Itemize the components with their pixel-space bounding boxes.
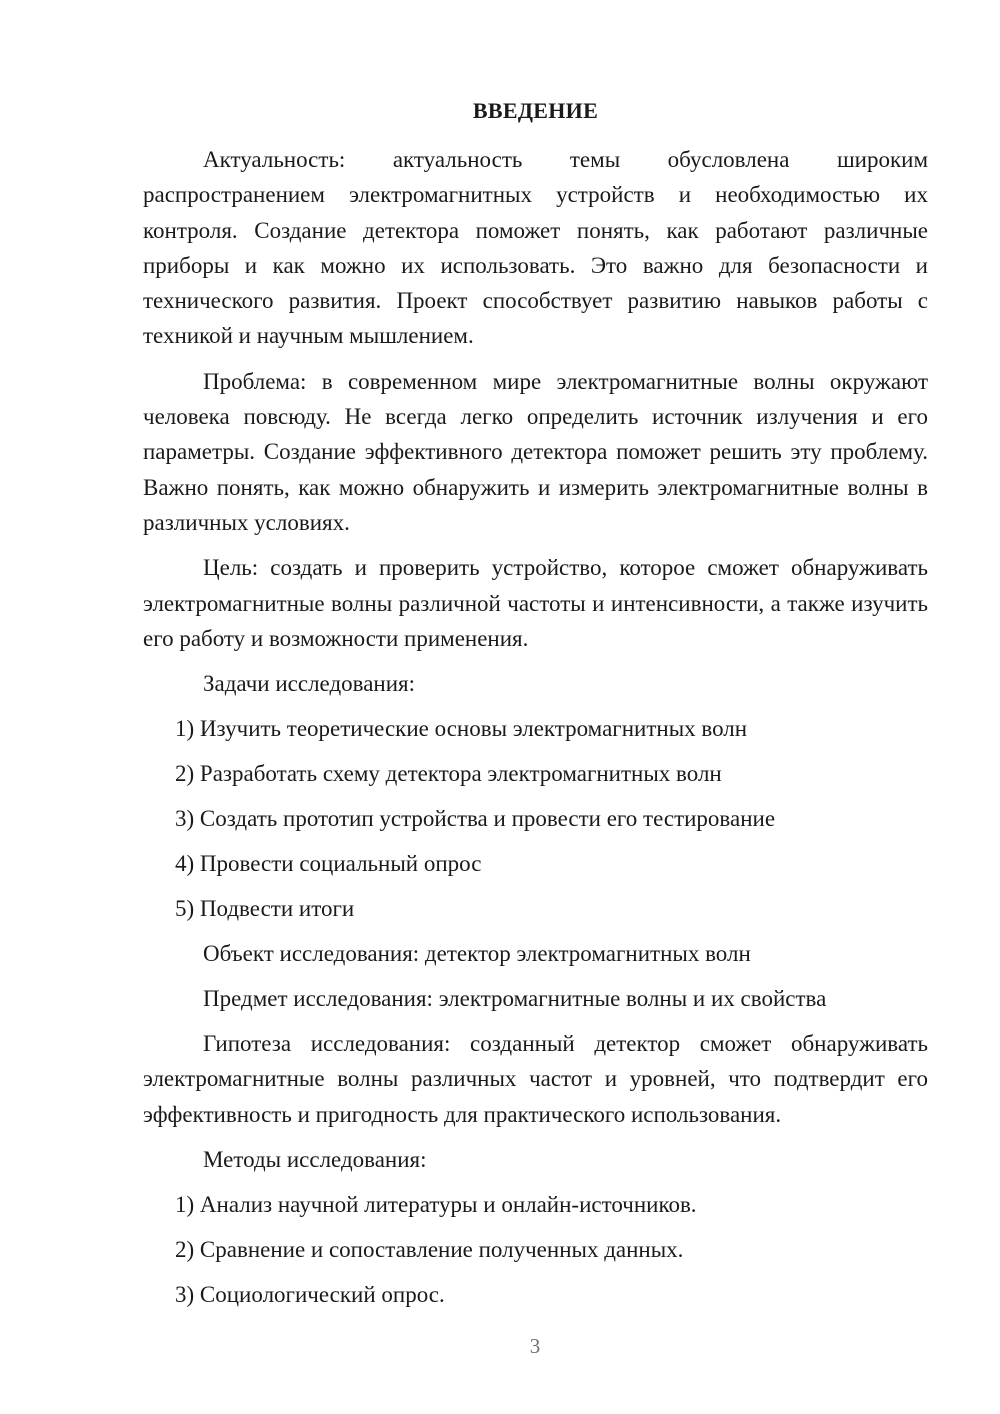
relevance-paragraph: Актуальность: актуальность темы обусловлена широким распространением электромагнитных устройств и необходимостью их контроля. Создание детектора поможет понять, как работают различные приборы и как можно их использовать. Это важно для безопасности и технического развития. Проект способствует развитию навыков работы с техникой и научным мышлением. — [143, 147, 928, 349]
list-item: 3) Социологический опрос. — [175, 1282, 445, 1308]
list-item: 1) Анализ научной литературы и онлайн-источников. — [175, 1192, 697, 1218]
page-number: 3 — [529, 1334, 541, 1358]
list-item: 1) Изучить теоретические основы электромагнитных волн — [175, 716, 748, 742]
hypothesis-paragraph: Гипотеза исследования: созданный детектор сможет обнаруживать электромагнитные волны различных частот и уровней, что подтвердит его эффективность и пригодность для практического использования. — [143, 1031, 928, 1127]
list-item: 2) Разработать схему детектора электромагнитных волн — [175, 761, 722, 787]
page-title: ВВЕДЕНИЕ — [472, 98, 599, 123]
list-item: 3) Создать прототип устройства и провести его тестирование — [175, 806, 776, 832]
tasks-heading: Задачи исследования: — [203, 671, 416, 697]
list-item: 5) Подвести итоги — [175, 896, 355, 922]
problem-paragraph: Проблема: в современном мире электромагнитные волны окружают человека повсюду. Не всегда легко определить источник излучения и его параметры. Создание эффективного детектора поможет решить эту проблему. Важно понять, как можно обнаружить и измерить электромагнитные волны в различных условиях. — [143, 368, 928, 535]
methods-heading: Методы исследования: — [203, 1147, 427, 1173]
page-content — [143, 94, 928, 1322]
research-subject: Предмет исследования: электромагнитные волны и их свойства — [203, 986, 827, 1012]
methods-list — [143, 1187, 928, 1312]
list-item: 2) Сравнение и сопоставление полученных данных. — [175, 1237, 684, 1263]
tasks-list — [143, 711, 928, 926]
goal-paragraph: Цель: создать и проверить устройство, которое сможет обнаруживать электромагнитные волны различной частоты и интенсивности, а также изучить его работу и возможности применения. — [143, 555, 928, 651]
research-object: Объект исследования: детектор электромагнитных волн — [203, 941, 751, 967]
list-item: 4) Провести социальный опрос — [175, 851, 482, 877]
